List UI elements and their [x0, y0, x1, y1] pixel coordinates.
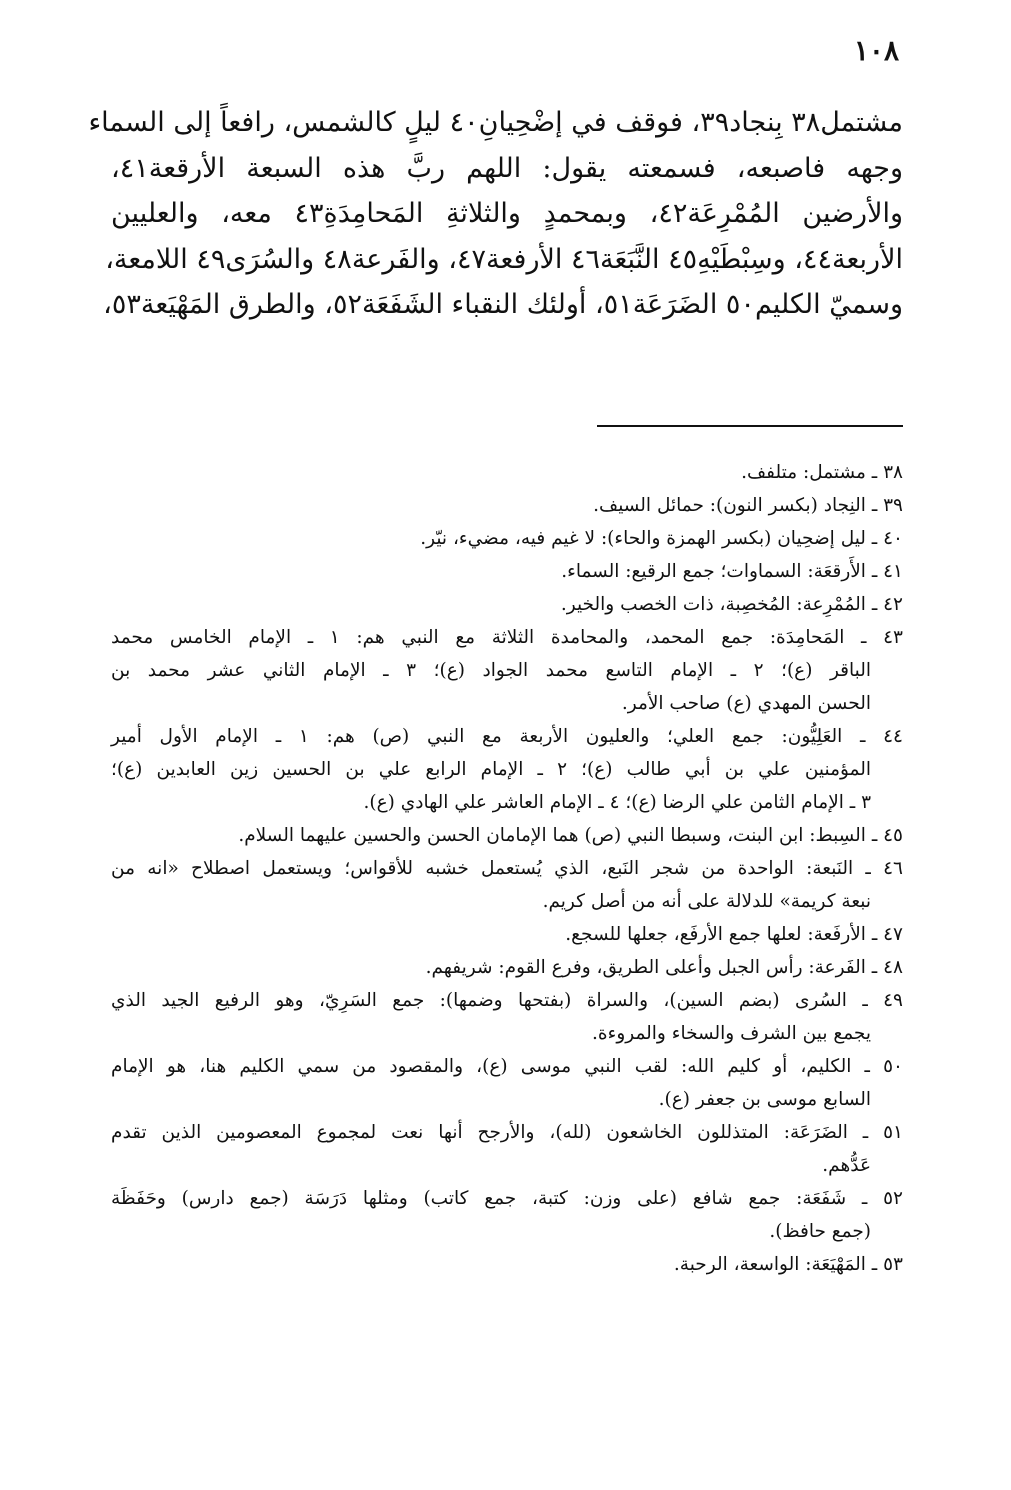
footnote-43 — [111, 621, 903, 720]
footnote-42 — [111, 588, 903, 621]
footnote-line: ٤٦ ـ النَبعة: الواحدة من شجر النَبع، الذي يُستعمل خشبه للأقواس؛ ويستعمل اصطلاح «انه من — [111, 858, 903, 879]
footnote-49 — [111, 984, 903, 1050]
footnote-line: ٣٩ ـ النِجاد (بكسر النون): حمائل السيف. — [593, 495, 903, 516]
footnote-46 — [111, 852, 903, 918]
footnote-line: ٤٠ ـ ليل إضحِيان (بكسر الهمزة والحاء): لا غيم فيه، مضيء، نيّر. — [420, 528, 903, 549]
footnote-line: ٤٨ ـ الفَرعة: رأس الجبل وأعلى الطريق، وفرع القوم: شريفهم. — [425, 957, 903, 978]
footnote-line: ٤٥ ـ السِبط: ابن البنت، وسبطا النبي (ص) هما الإمامان الحسن والحسين عليهما السلام. — [238, 825, 903, 846]
footnote-line: الحسن المهدي (ع) صاحب الأمر. — [621, 693, 871, 714]
main-text-line: وسميّ الكليم٥٠ الضَرَعَة٥١، أولئك النقباء الشَفَعَة٥٢، والطرق المَهْيَعة٥٣، — [103, 289, 903, 320]
footnote-48 — [111, 951, 903, 984]
footnote-line: نبعة كريمة» للدلالة على أنه من أصل كريم. — [542, 891, 871, 912]
footnote-50 — [111, 1050, 903, 1116]
footnotes — [111, 456, 903, 1281]
footnote-line: المؤمنين علي بن أبي طالب (ع)؛ ٢ ـ الإمام الرابع علي بن الحسين زين العابدين (ع)؛ — [111, 759, 872, 780]
main-text-line: الأربعة٤٤، وسِبْطَيْهِ٤٥ النَّبَعَة٤٦ الأرفعة٤٧، والفَرعة٤٨ والسُرَى٤٩ اللامعة، — [105, 243, 903, 275]
page-number: ١٠٨ — [853, 34, 899, 67]
footnote-line: الباقر (ع)؛ ٢ ـ الإمام التاسع محمد الجواد (ع)؛ ٣ ـ الإمام الثاني عشر محمد بن — [111, 660, 872, 681]
footnote-line: عَدُّهم. — [822, 1155, 871, 1176]
main-text-line: وجهه فاصبعه، فسمعته يقول: اللهم ربَّ هذه السبعة الأرقعة٤١، — [111, 152, 903, 184]
footnote-52 — [111, 1182, 903, 1248]
footnote-40 — [111, 522, 903, 555]
footnote-47 — [111, 918, 903, 951]
main-text — [88, 100, 904, 328]
footnote-line: السابع موسى بن جعفر (ع). — [658, 1089, 871, 1110]
footnote-51 — [111, 1116, 903, 1182]
footnote-53 — [111, 1248, 903, 1281]
footnote-44 — [111, 720, 903, 819]
footnote-39 — [111, 489, 903, 522]
footnote-line: ٥٠ ـ الكليم، أو كليم الله: لقب النبي موسى (ع)، والمقصود من سمي الكليم هنا، هو الإمام — [111, 1056, 903, 1077]
footnote-line: يجمع بين الشرف والسخاء والمروءة. — [592, 1023, 871, 1044]
footnote-line: (جمع حافظ). — [769, 1221, 871, 1242]
footnote-separator — [597, 425, 903, 427]
footnote-line: ٤٢ ـ المُمْرِعة: المُخصِبة، ذات الخصب والخير. — [560, 594, 903, 615]
footnote-38 — [111, 456, 903, 489]
footnote-line: ٥٣ ـ المَهْيَعَة: الواسعة، الرحبة. — [673, 1254, 903, 1275]
footnote-line: ٥٢ ـ شَفَعَة: جمع شافع (على وزن: كتبة، جمع كاتب) ومثلها دَرَسَة (جمع دارس) وحَفَظَة — [111, 1188, 903, 1209]
footnote-line: ٤٤ ـ العَلِيُّون: جمع العلي؛ والعليون الأربعة مع النبي (ص) هم: ١ ـ الإمام الأول أمير — [111, 726, 903, 747]
footnote-line: ٤٣ ـ المَحامِدَة: جمع المحمد، والمحامدة الثلاثة مع النبي هم: ١ ـ الإمام الخامس محمد — [111, 627, 903, 648]
footnote-line: ٤٧ ـ الأرفَعة: لعلها جمع الأرفَع، جعلها للسجع. — [565, 924, 903, 945]
footnote-41 — [111, 555, 903, 588]
footnote-line: ٣٨ ـ مشتمل: متلفف. — [741, 462, 903, 483]
footnote-line: ٤١ ـ الأَرقعَة: السماوات؛ جمع الرقيع: السماء. — [561, 561, 903, 582]
footnote-line: ٤٩ ـ السُرى (بضم السين)، والسراة (بفتحها وضمها): جمع السَرِيّ، وهو الرفيع الجيد الذي — [111, 990, 903, 1011]
main-text-line: مشتمل٣٨ بِنجاد٣٩، فوقف في إضْحِيانِ٤٠ ليلٍ كالشمس، رافعاً إلى السماء — [88, 107, 903, 138]
footnote-line: ٥١ ـ الضَرَعَة: المتذللون الخاشعون (لله)، والأرجح أنها نعت لمجموع المعصومين الذين تقدم — [111, 1122, 903, 1143]
footnote-45 — [111, 819, 903, 852]
footnote-line: ٣ ـ الإمام الثامن علي الرضا (ع)؛ ٤ ـ الإمام العاشر علي الهادي (ع). — [363, 792, 871, 813]
main-text-line: والأرضين المُمْرِعَة٤٢، وبمحمدٍ والثلاثةِ المَحامِدَةِ٤٣ معه، والعليين — [111, 198, 904, 229]
